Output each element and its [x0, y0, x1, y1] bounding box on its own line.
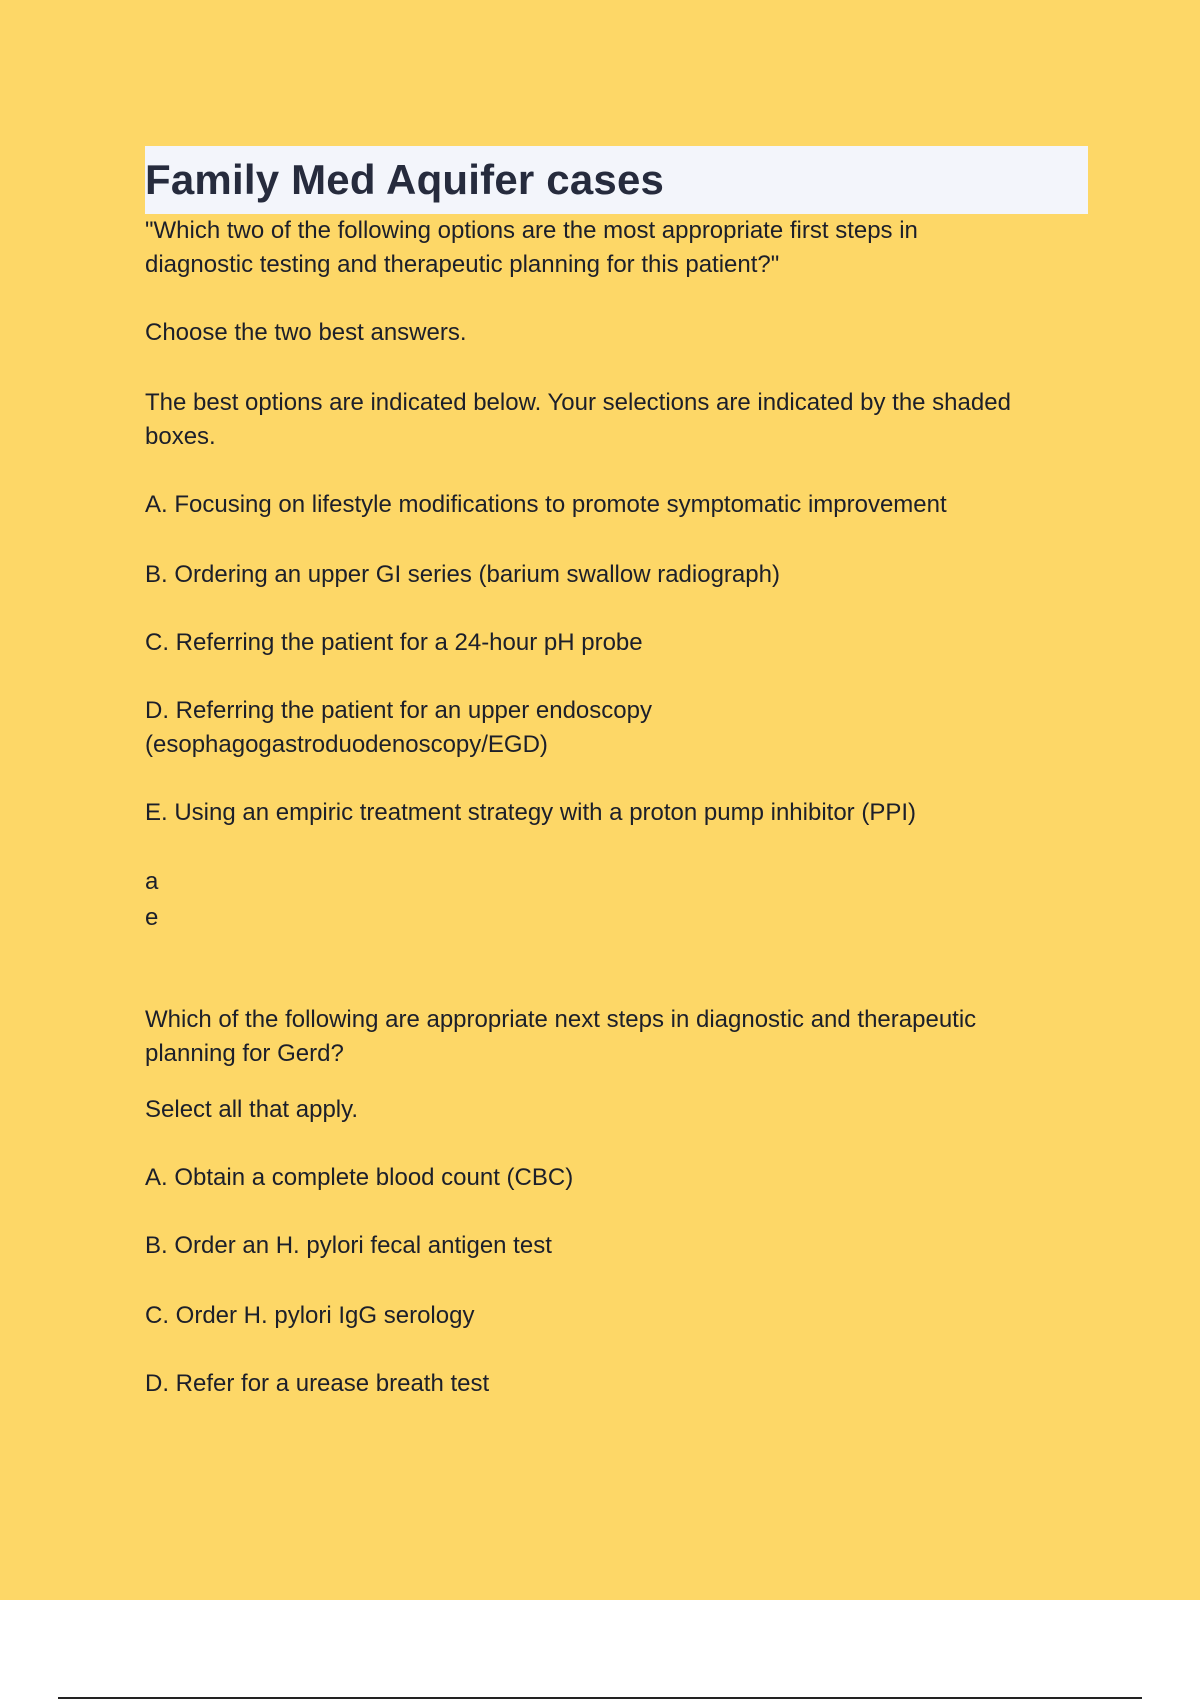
question-1-instruction: Choose the two best answers. [145, 319, 467, 346]
question-2-instruction: Select all that apply. [145, 1096, 359, 1123]
question-1-prompt: "Which two of the following options are the most appropriate first steps in diagnostic testing and therapeutic planning for this patient?" [145, 217, 918, 278]
question-2-option-a: A. Obtain a complete blood count (CBC) [145, 1164, 574, 1191]
document-content [145, 146, 1090, 1401]
question-1-option-c: C. Referring the patient for a 24-hour pH probe [145, 629, 643, 656]
question-2-option-b: B. Order an H. pylori fecal antigen test [145, 1232, 552, 1259]
title-banner [145, 146, 1088, 214]
question-1-option-a: A. Focusing on lifestyle modifications to promote symptomatic improvement [145, 491, 947, 518]
question-1-option-b: B. Ordering an upper GI series (barium swallow radiograph) [145, 561, 780, 588]
page-title: Family Med Aquifer cases [145, 156, 665, 203]
question-1-option-d: D. Referring the patient for an upper endoscopy (esophagogastroduodenoscopy/EGD) [145, 697, 652, 758]
answer-item: a [145, 868, 159, 895]
question-1-option-e: E. Using an empiric treatment strategy with a proton pump inhibitor (PPI) [145, 799, 916, 826]
question-2-prompt: Which of the following are appropriate next steps in diagnostic and therapeutic planning for Gerd? [145, 1006, 977, 1067]
question-1-answers [145, 864, 1090, 936]
question-2-option-c: C. Order H. pylori IgG serology [145, 1302, 475, 1329]
footer-divider [58, 1697, 1142, 1699]
question-1-note: The best options are indicated below. Your selections are indicated by the shaded boxes. [145, 389, 1011, 450]
question-2-option-d: D. Refer for a urease breath test [145, 1370, 490, 1397]
answer-item: e [145, 904, 159, 931]
